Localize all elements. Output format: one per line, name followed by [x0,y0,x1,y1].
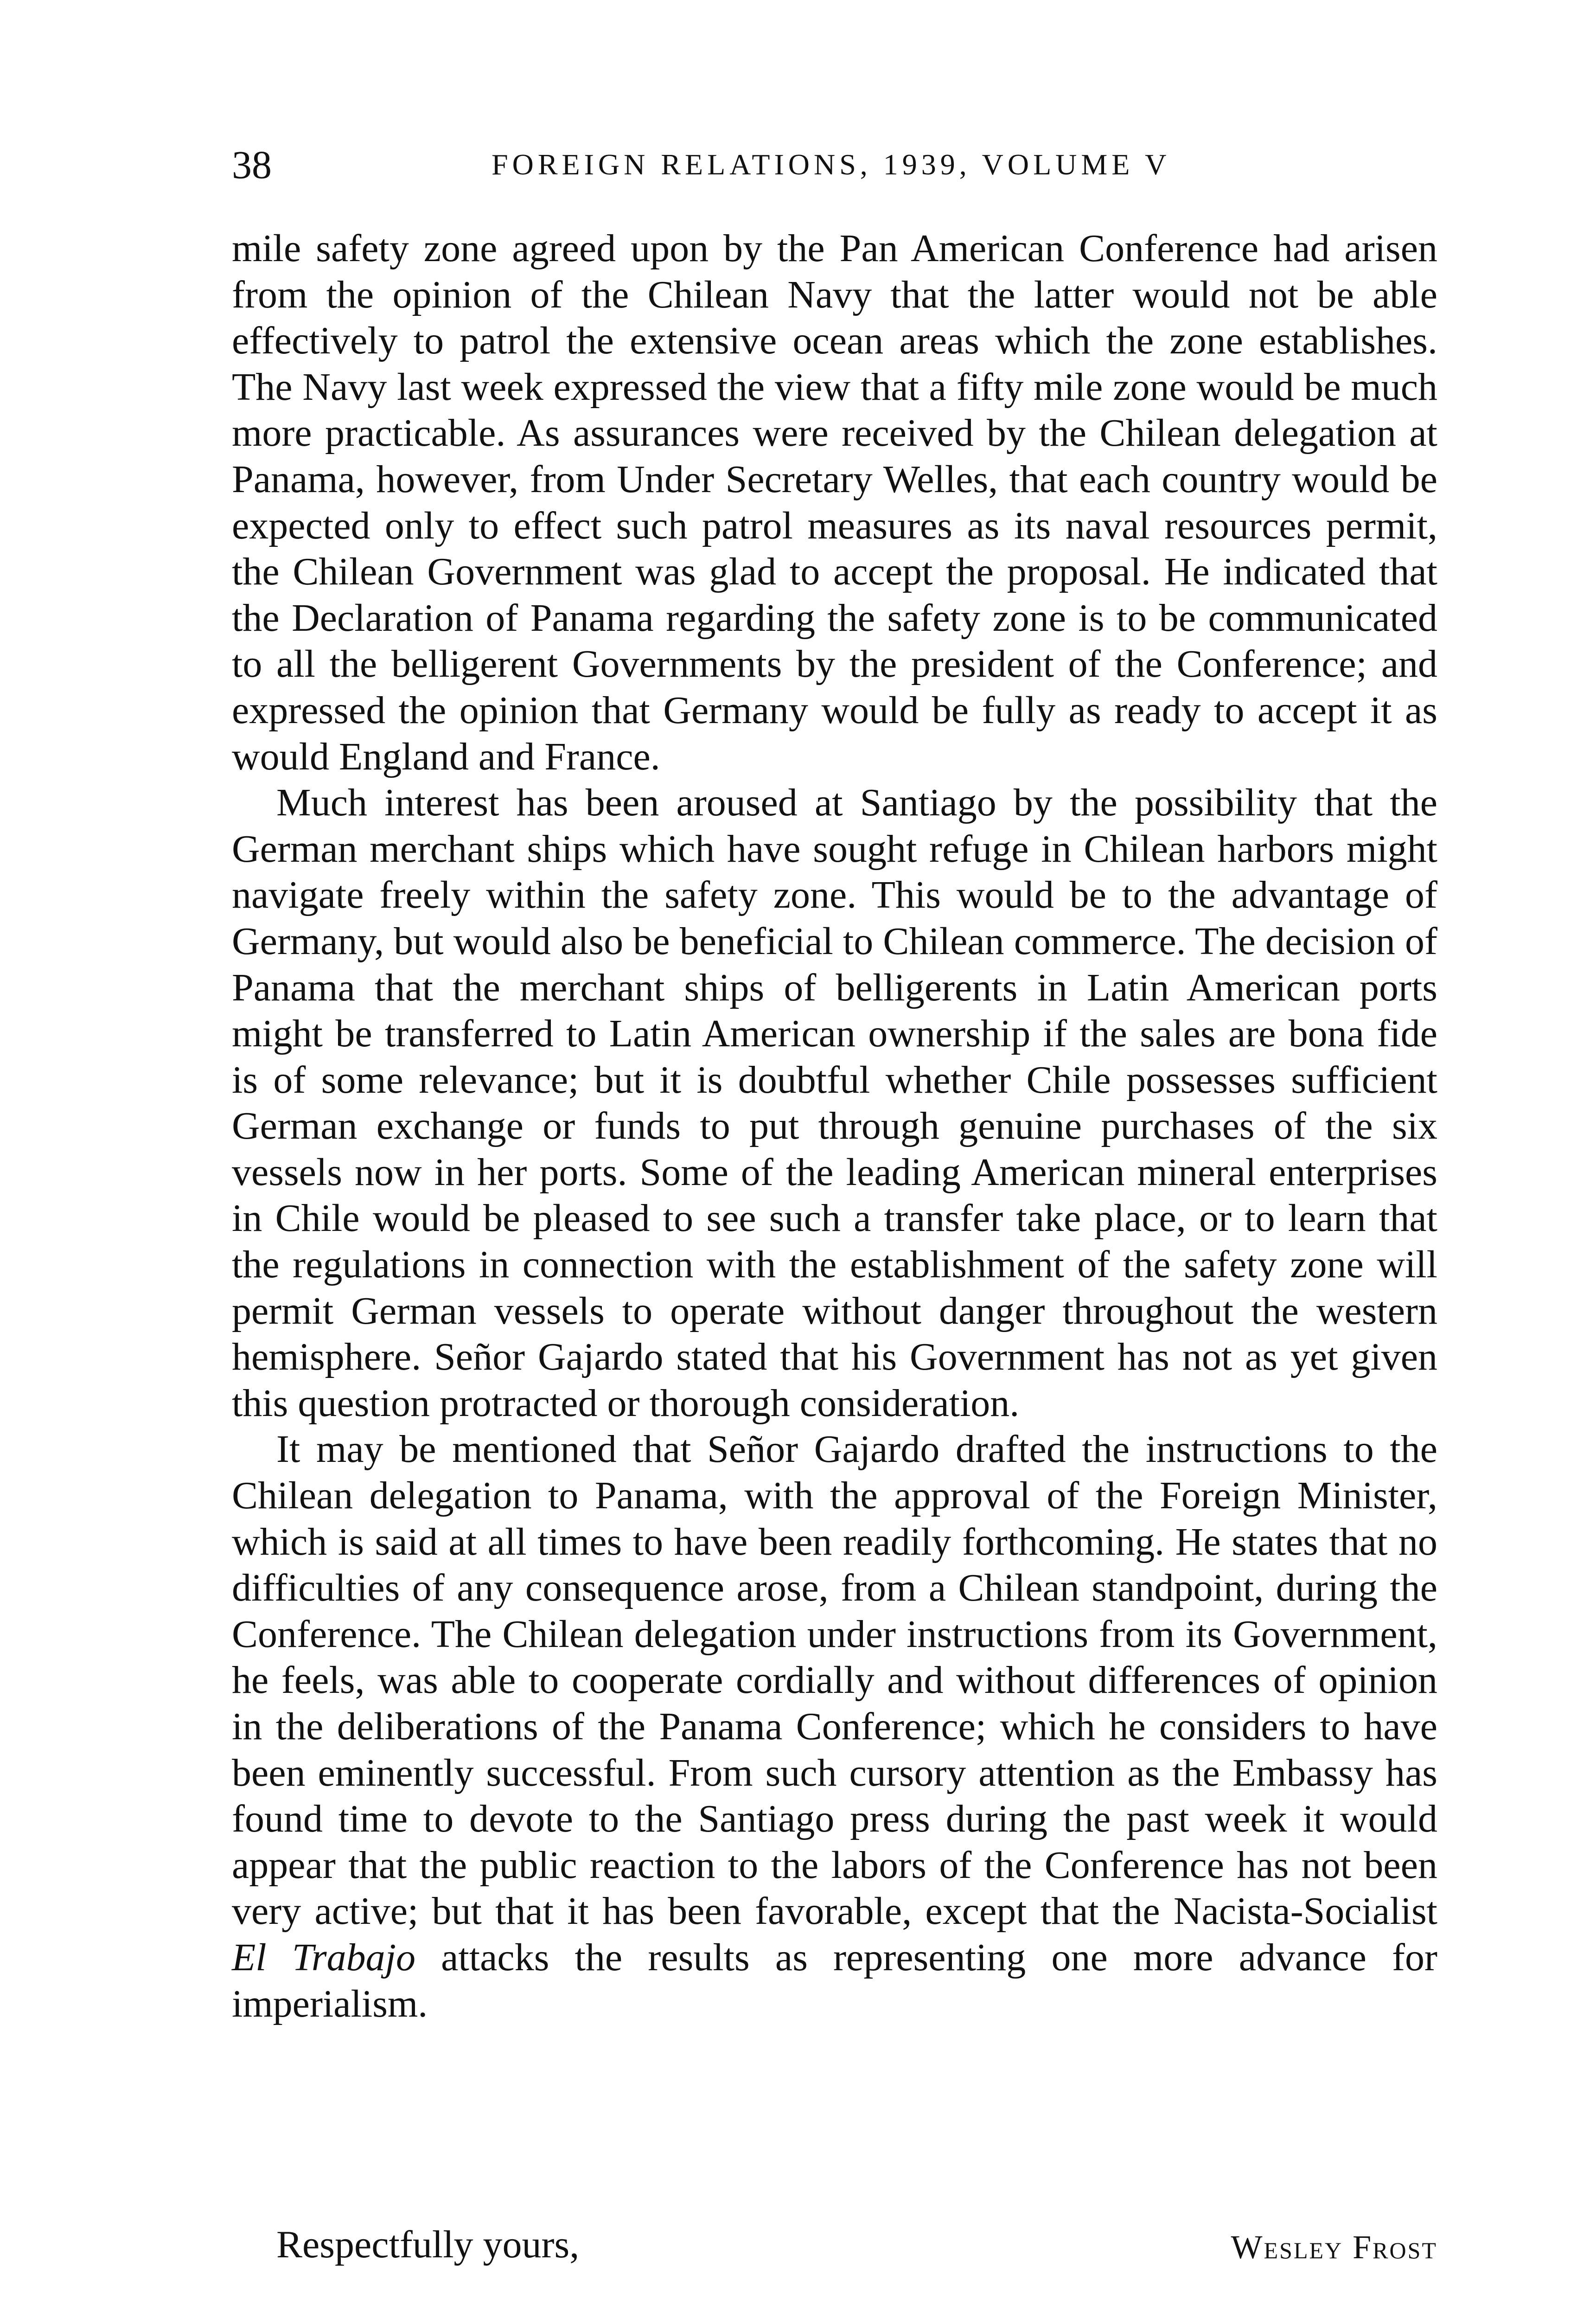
page-header [232,139,1437,190]
newspaper-title: El Trabajo [232,1935,415,1979]
paragraph-3-text-before: It may be mentioned that Señor Gajardo drafted the instructions to the Chilean delegation to Panama, with the approval of the Foreign Minister, which is said at all times to have been readily forthcoming. He states that no difficulties of any consequence arose, from a Chilean standpoint, during the Conference. The Chilean delegation under instructions from its Government, he feels, was able to cooperate cordially and without differences of opinion in the deliberations of the Panama Conference; which he considers to have been eminently successful. From such cursory attention as the Embassy has found time to devote to the Santiago press during the past week it would appear that the public reaction to the labors of the Conference has not been very active; but that it has been favorable, except that the Nacista-Socialist [232,1428,1437,1933]
running-head: FOREIGN RELATIONS, 1939, VOLUME V [492,148,1171,181]
paragraph-3 [232,1426,1437,2027]
closing-salutation: Respectfully yours, [276,2223,580,2266]
signature: Wesley Frost [1231,2229,1437,2266]
body-text [232,225,1437,2027]
page-number: 38 [232,142,272,187]
paragraph-2: Much interest has been aroused at Santiago by the possibility that the German merchant ships which have sought refuge in Chilean harbors might navigate freely within the safety zone. This would be to the advantage of Germany, but would also be beneficial to Chilean commerce. The decision of Panama that the merchant ships of belligerents in Latin American ports might be transferred to Latin American ownership if the sales are bona fide is of some relevance; but it is doubtful whether Chile possesses sufficient German exchange or funds to put through genuine purchases of the six vessels now in her ports. Some of the leading American mineral enterprises in Chile would be pleased to see such a transfer take place, or to learn that the regulations in connection with the establishment of the safety zone will permit German vessels to operate without danger throughout the western hemisphere. Señor Gajardo stated that his Government has not as yet given this question protracted or thorough consideration. [232,781,1437,1425]
paragraph-1: mile safety zone agreed upon by the Pan American Conference had arisen from the opinion of the Chilean Navy that the latter would not be able effectively to patrol the extensive ocean areas which the zone establishes. The Navy last week expressed the view that a fifty mile zone would be much more practicable. As assurances were received by the Chilean delegation at Panama, however, from Under Secretary Welles, that each country would be expected only to effect such patrol measures as its naval resources permit, the Chilean Government was glad to accept the proposal. He indicated that the Declaration of Panama regarding the safety zone is to be communicated to all the belligerent Governments by the president of the Conference; and expressed the opinion that Germany would be fully as ready to accept it as would England and France. [232,227,1437,778]
paragraph-3-text-after: attacks the results as representing one more advance for imperialism. [232,1935,1438,2025]
